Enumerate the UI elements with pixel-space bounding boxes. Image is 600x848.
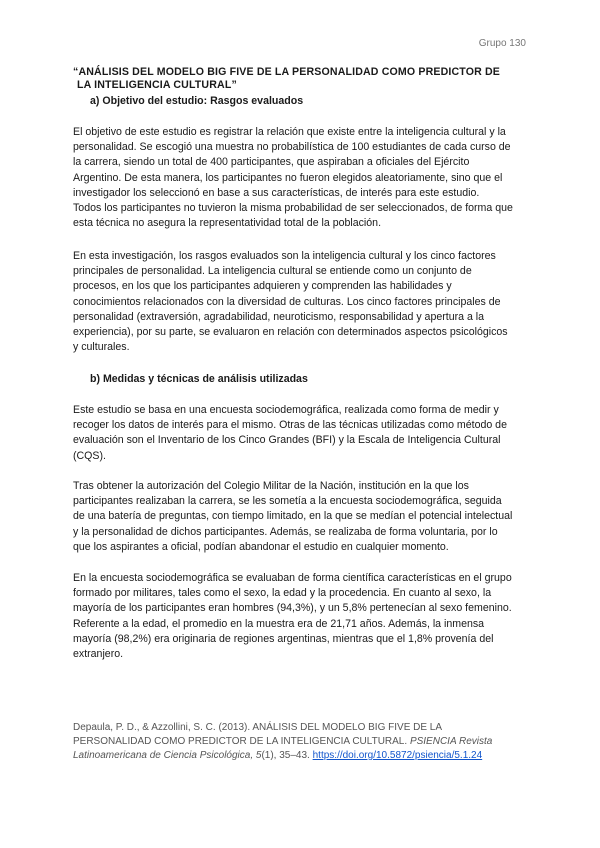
citation-line-2: PERSONALIDAD COMO PREDICTOR DE LA INTELIGENCIA CULTURAL. PSIENCIA Revista [73, 736, 493, 747]
citation-line-1: Depaula, P. D., & Azzollini, S. C. (2013). ANÁLISIS DEL MODELO BIG FIVE DE LA [73, 722, 443, 733]
section-a-paragraph-2: En esta investigación, los rasgos evaluados son la inteligencia cultural y los cinco factores principales de personalidad. La inteligencia cultural se entiende como un conjunto de procesos, en los que los participantes adquieren y comprenden las habilidades y conocimientos relacionados con la diversidad de culturas. Los cinco factores principales de personalidad (extraversión, agradabilidad, neuroticismo, responsabilidad y apertura a la experiencia), por su parte, se evaluaron en relación con determinados aspectos psicológicos y culturales. [73, 250, 508, 354]
section-b-paragraph-3: En la encuesta sociodemográfica se evaluaban de forma científica características en el grupo formado por militares, tales como el sexo, la edad y la procedencia. En cuanto al sexo, la mayoría de los participantes eran hombres (94,3%), y un 5,8% pertenecían al sexo femenino. Referente a la edad, el promedio en la muestra era de 21,71 años. Además, la inmensa mayoría (98,2%) era originaria de regiones argentinas, mientras que el 1,8% provenía del extranjero. [73, 572, 512, 661]
doi-link[interactable]: https://doi.org/10.5872/psiencia/5.1.24 [312, 750, 483, 761]
journal-name-cont: Latinoamericana de Ciencia Psicológica, 5 [73, 750, 262, 761]
page-header-group: Grupo 130 [478, 38, 526, 49]
title-line-1: “ANÁLISIS DEL MODELO BIG FIVE DE LA PERSONALIDAD COMO PREDICTOR DE [73, 66, 501, 78]
document-title [73, 66, 533, 92]
title-line-2: LA INTELIGENCIA CULTURAL” [77, 79, 237, 91]
section-b-paragraph-2: Tras obtener la autorización del Colegio Militar de la Nación, institución en la que los participantes realizaban la carrera, se les sometía a la encuesta sociodemográfica, seguida de una batería de preguntas, con tiempo limitado, en la que se medían el potencial intelectual y la personalidad de dichos participantes. Además, se realizaba de forma voluntaria, por lo que los aspirantes a oficial, podían abandonar el estudio en cualquier momento. [73, 480, 513, 553]
section-a-paragraph-1: El objetivo de este estudio es registrar la relación que existe entre la inteligencia cultural y la personalidad. Se escogió una muestra no probabilística de 100 estudiantes de cada curso de la carrera, siendo un total de 400 participantes, que aspiraban a oficiales del Ejército Argentino. De esta manera, los participantes no fueron elegidos aleatoriamente, sino que el investigador los seleccionó en base a sus características, de interés para este estudio. Todos los participantes no tuvieron la misma probabilidad de ser seleccionados, de forma que esta técnica no asegura la representatividad total de la población. [73, 126, 513, 230]
citation-line-3: Latinoamericana de Ciencia Psicológica, 5(1), 35–43. https://doi.org/10.5872/psiencia/5.1.24 [73, 750, 483, 761]
section-a-heading: a) Objetivo del estudio: Rasgos evaluados [90, 95, 304, 107]
journal-name: PSIENCIA Revista [409, 736, 493, 747]
citation-footer [73, 721, 533, 763]
section-b-paragraph-1: Este estudio se basa en una encuesta sociodemográfica, realizada como forma de medir y recoger los datos de interés para el mismo. Otras de las técnicas utilizadas como método de evaluación son el Inventario de los Cinco Grandes (BFI) y la Escala de Inteligencia Cultural (CQS). [73, 404, 507, 462]
section-b-heading: b) Medidas y técnicas de análisis utilizadas [90, 373, 308, 385]
